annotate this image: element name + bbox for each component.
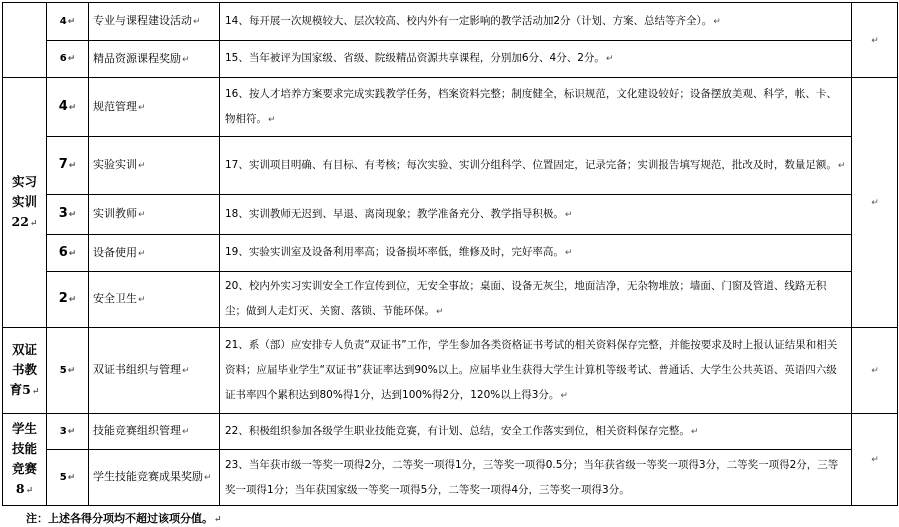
description-cell: 21、系（部）应安排专人负责“双证书”工作，学生参加各类资格证书考试的相关资料保存完整，并能按要求及时上报认证结果和相关资料；应届毕业学生“双证书”获证率达到90%以上。应届毕业生获得大学生计算机等级考试、普通话、大学生公共英语、英语四六级证书率四个累积达到80%得1分，达到100%得2分，120%以上得3分。↵ [220, 328, 852, 414]
item-name-cell: 实训教师↵ [89, 195, 220, 235]
item-name-cell: 实验实训↵ [89, 137, 220, 195]
score-cell: 3↵ [47, 414, 89, 450]
item-name-cell: 技能竞赛组织管理↵ [89, 414, 220, 450]
category-line: 8↵ [15, 480, 34, 496]
score-cell: 2↵ [47, 272, 89, 328]
score-cell: 6↵ [47, 235, 89, 272]
score-cell: 7↵ [47, 137, 89, 195]
category-line: 双证 [11, 341, 37, 357]
remark-cell: ↵ [852, 3, 898, 78]
table-row [3, 41, 898, 78]
item-name-cell: 精品资源课程奖励↵ [89, 41, 220, 78]
category-cell-shixi [3, 78, 47, 328]
category-line: 竞赛 [11, 460, 37, 476]
category-line: 实训 [11, 193, 37, 209]
score-cell: 5↵ [47, 450, 89, 506]
item-name-cell: 双证书组织与管理↵ [89, 328, 220, 414]
description-cell: 17、实训项目明确、有目标、有考核；每次实验、实训分组科学、位置固定，记录完备；实训报告填写规范，批改及时，数量足额。↵ [220, 137, 852, 195]
score-cell: 5↵ [47, 328, 89, 414]
item-name-cell: 安全卫生↵ [89, 272, 220, 328]
item-name-cell: 专业与课程建设活动↵ [89, 3, 220, 41]
footnote: 注：上述各得分项均不超过该项分值。↵ [26, 512, 222, 525]
table-row [3, 137, 898, 195]
table-row [3, 195, 898, 235]
remark-cell: ↵ [852, 328, 898, 414]
evaluation-table [2, 2, 898, 506]
score-cell: 4↵ [47, 78, 89, 137]
score-cell: 4↵ [47, 3, 89, 41]
description-cell: 19、实验实训室及设备利用率高；设备损坏率低，维修及时，完好率高。↵ [220, 235, 852, 272]
category-cell-previous [3, 3, 47, 78]
score-cell: 3↵ [47, 195, 89, 235]
item-name-cell: 学生技能竞赛成果奖励↵ [89, 450, 220, 506]
table-row [3, 414, 898, 450]
category-line: 书教 [11, 361, 37, 377]
item-name-cell: 设备使用↵ [89, 235, 220, 272]
category-line: 育5↵ [9, 381, 40, 397]
description-cell: 15、当年被评为国家级、省级、院级精品资源共享课程，分别加6分、4分、2分。↵ [220, 41, 852, 78]
description-cell: 14、每开展一次规模较大、层次较高、校内外有一定影响的教学活动加2分（计划、方案、总结等齐全）。↵ [220, 3, 852, 41]
description-cell: 23、当年获市级一等奖一项得2分，二等奖一项得1分，三等奖一项得0.5分；当年获省级一等奖一项得3分，二等奖一项得2分，三等奖一项得1分；当年获国家级一等奖一项得5分，二等奖一项得4分，三等奖一项得3分。 [220, 450, 852, 506]
table-row [3, 78, 898, 137]
table-row [3, 3, 898, 41]
category-line: 学生 [11, 420, 37, 436]
category-cell-jineng [3, 414, 47, 506]
category-cell-shuangzheng [3, 328, 47, 414]
remark-cell: ↵ [852, 414, 898, 506]
remark-cell: ↵ [852, 78, 898, 328]
description-cell: 20、校内外实习实训安全工作宣传到位，无安全事故；桌面、设备无灰尘，地面洁净，无杂物堆放；墙面、门窗及管道、线路无积尘；做到人走灯灭、关窗、落锁、节能环保。↵ [220, 272, 852, 328]
category-line: 22↵ [11, 213, 38, 229]
description-cell: 22、积极组织参加各级学生职业技能竞赛，有计划、总结，安全工作落实到位，相关资料保存完整。↵ [220, 414, 852, 450]
score-cell: 6↵ [47, 41, 89, 78]
table-row [3, 328, 898, 414]
table-row [3, 272, 898, 328]
item-name-cell: 规范管理↵ [89, 78, 220, 137]
description-cell: 16、按人才培养方案要求完成实践教学任务，档案资料完整；制度健全，标识规范，文化建设较好；设备摆放美观、科学，帐、卡、物相符。↵ [220, 78, 852, 137]
category-line: 实习 [11, 173, 37, 189]
category-line: 技能 [11, 440, 37, 456]
table-row [3, 450, 898, 506]
description-cell: 18、实训教师无迟到、早退、离岗现象；教学准备充分、教学指导积极。↵ [220, 195, 852, 235]
table-row [3, 235, 898, 272]
